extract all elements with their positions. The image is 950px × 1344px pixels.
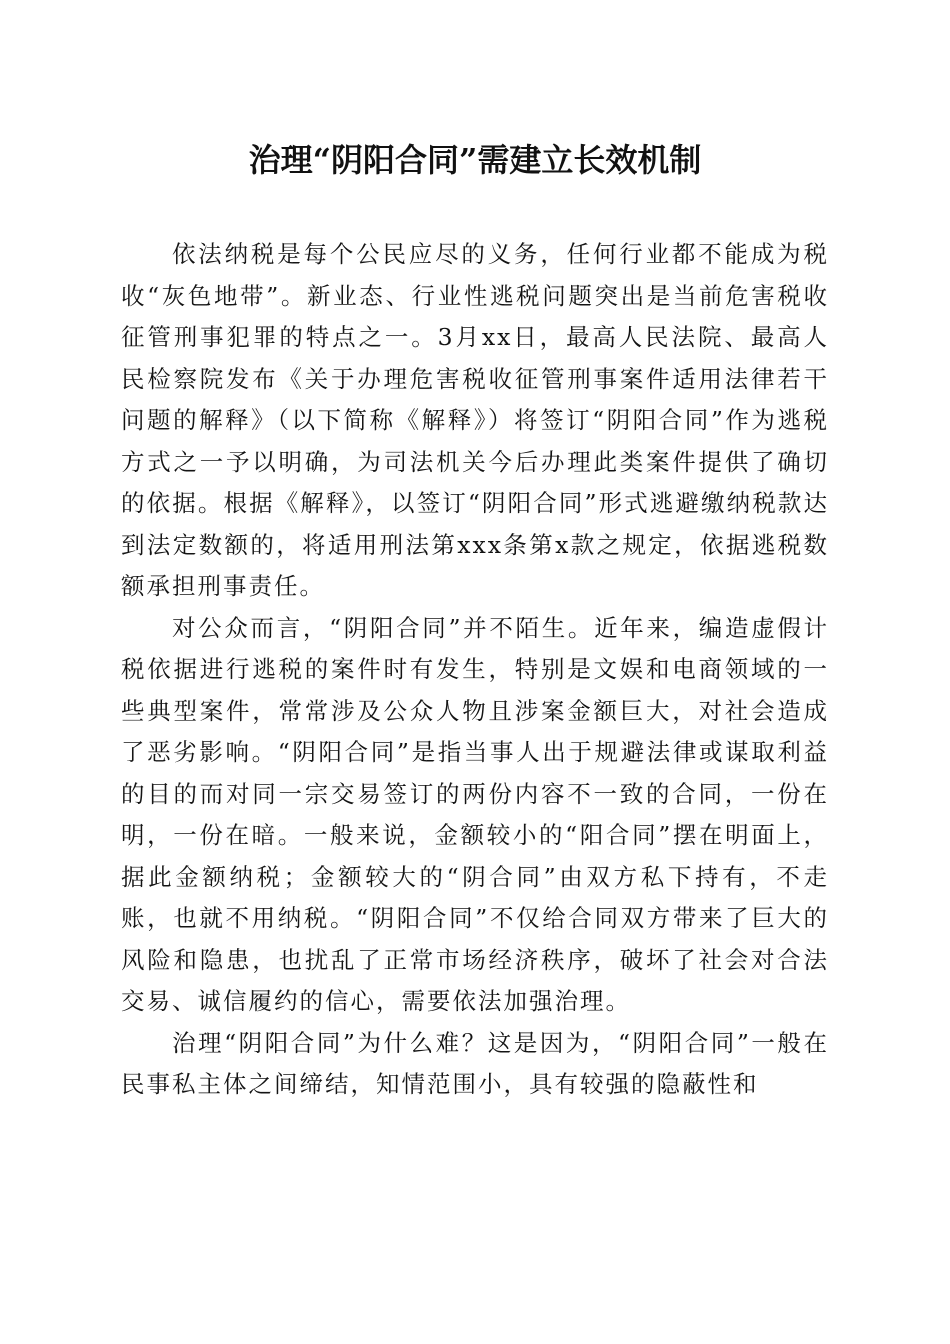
paragraph-3: 治理“阴阳合同”为什么难？这是因为，“阴阳合同”一般在民事私主体之间缔结，知情范围小，具有较强的隐蔽性和 <box>121 1028 829 1098</box>
paragraph-1: 依法纳税是每个公民应尽的义务，任何行业都不能成为税收“灰色地带”。新业态、行业性逃税问题突出是当前危害税收征管刑事犯罪的特点之一。3月xx日，最高人民法院、最高人民检察院发布《关于办理危害税收征管刑事案件适用法律若干问题的解释》（以下简称《解释》）将签订“阴阳合同”作为逃税方式之一予以明确，为司法机关今后办理此类案件提供了确切的依据。根据《解释》，以签订“阴阳合同”形式逃避缴纳税款达到法定数额的，将适用刑法第xxx条第x款之规定，依据逃税数额承担刑事责任。 <box>121 240 829 600</box>
document-title: 治理“阴阳合同”需建立长效机制 <box>248 141 702 179</box>
paragraph-2: 对公众而言，“阴阳合同”并不陌生。近年来，编造虚假计税依据进行逃税的案件时有发生，特别是文娱和电商领域的一些典型案件，常常涉及公众人物且涉案金额巨大，对社会造成了恶劣影响。“阴阳合同”是指当事人出于规避法律或谋取利益的目的而对同一宗交易签订的两份内容不一致的合同，一份在明，一份在暗。一般来说，金额较小的“阳合同”摆在明面上，据此金额纳税；金额较大的“阴合同”由双方私下持有，不走账，也就不用纳税。“阴阳合同”不仅给合同双方带来了巨大的风险和隐患，也扰乱了正常市场经济秩序，破坏了社会对合法交易、诚信履约的信心，需要依法加强治理。 <box>121 613 829 1015</box>
document-body <box>121 234 829 1106</box>
